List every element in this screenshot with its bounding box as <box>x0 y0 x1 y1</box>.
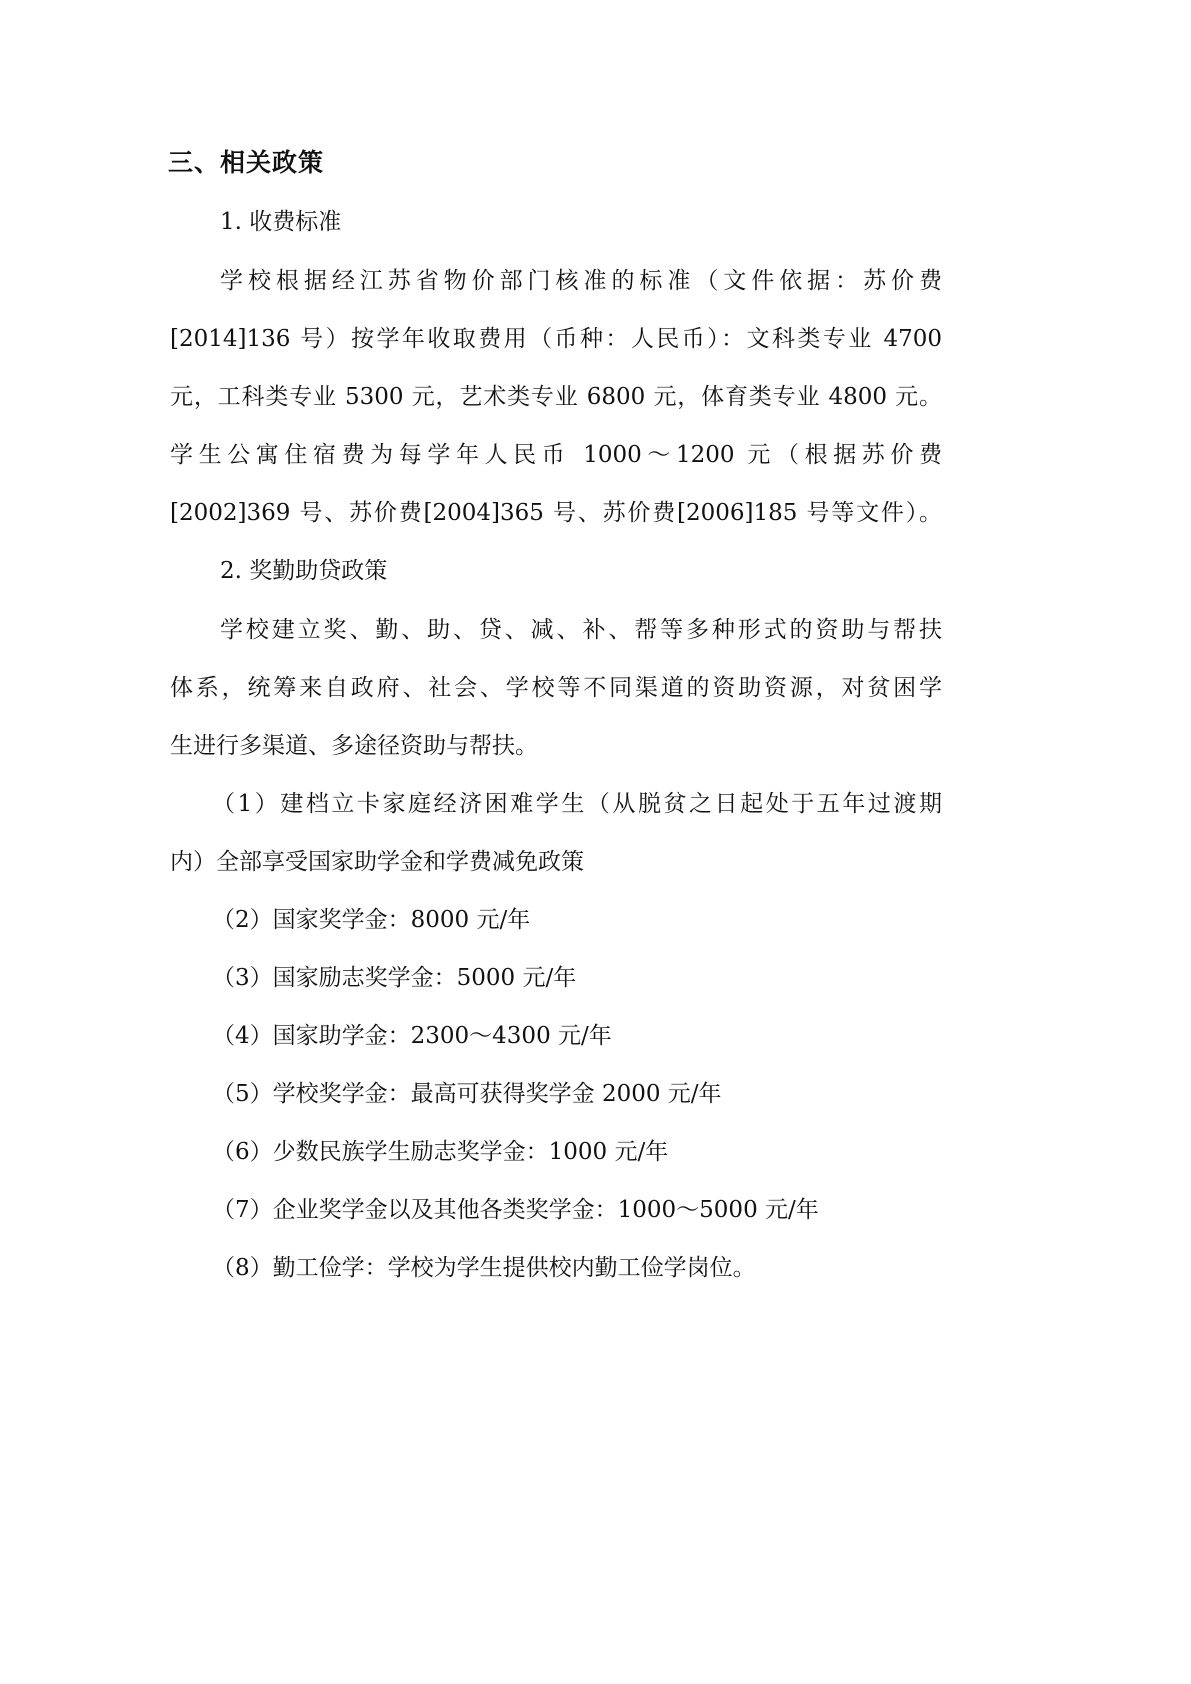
aid-intro-line: 学校建立奖、勤、助、贷、减、补、帮等多种形式的资助与帮扶 <box>220 617 942 643</box>
aid-item-national-scholarship: （2）国家奖学金：8000 元/年 <box>212 907 531 933</box>
aid-item-enterprise-scholarship: （7）企业奖学金以及其他各类奖学金：1000～5000 元/年 <box>212 1197 819 1223</box>
aid-item-national-grant: （4）国家助学金：2300～4300 元/年 <box>212 1023 612 1049</box>
aid-item-1-line: 内）全部享受国家助学金和学费减免政策 <box>170 849 584 875</box>
fees-paragraph-line: [2002]369 号、苏价费[2004]365 号、苏价费[2006]185 号等文件）。 <box>170 500 942 526</box>
aid-item-1-line: （1）建档立卡家庭经济困难学生（从脱贫之日起处于五年过渡期 <box>212 791 942 817</box>
aid-intro-line: 生进行多渠道、多途径资助与帮扶。 <box>170 733 538 759</box>
fees-paragraph-line: [2014]136 号）按学年收取费用（币种：人民币）：文科类专业 4700 <box>170 326 942 352</box>
fees-paragraph-line: 学生公寓住宿费为每学年人民币 1000～1200 元（根据苏价费 <box>170 442 942 468</box>
fees-paragraph-line: 学校根据经江苏省物价部门核准的标准（文件依据：苏价费 <box>220 268 942 294</box>
aid-item-work-study: （8）勤工俭学：学校为学生提供校内勤工俭学岗位。 <box>212 1255 756 1281</box>
aid-item-school-scholarship: （5）学校奖学金：最高可获得奖学金 2000 元/年 <box>212 1081 722 1107</box>
subsection-title-aid: 2. 奖勤助贷政策 <box>220 558 388 584</box>
section-heading: 三、相关政策 <box>168 148 325 177</box>
aid-item-national-encouragement-scholarship: （3）国家励志奖学金：5000 元/年 <box>212 965 577 991</box>
aid-item-minority-scholarship: （6）少数民族学生励志奖学金：1000 元/年 <box>212 1139 669 1165</box>
aid-intro-line: 体系，统筹来自政府、社会、学校等不同渠道的资助资源，对贫困学 <box>170 675 942 701</box>
fees-paragraph-line: 元，工科类专业 5300 元，艺术类专业 6800 元，体育类专业 4800 元。 <box>170 384 942 410</box>
subsection-title-fees: 1. 收费标准 <box>220 209 342 235</box>
